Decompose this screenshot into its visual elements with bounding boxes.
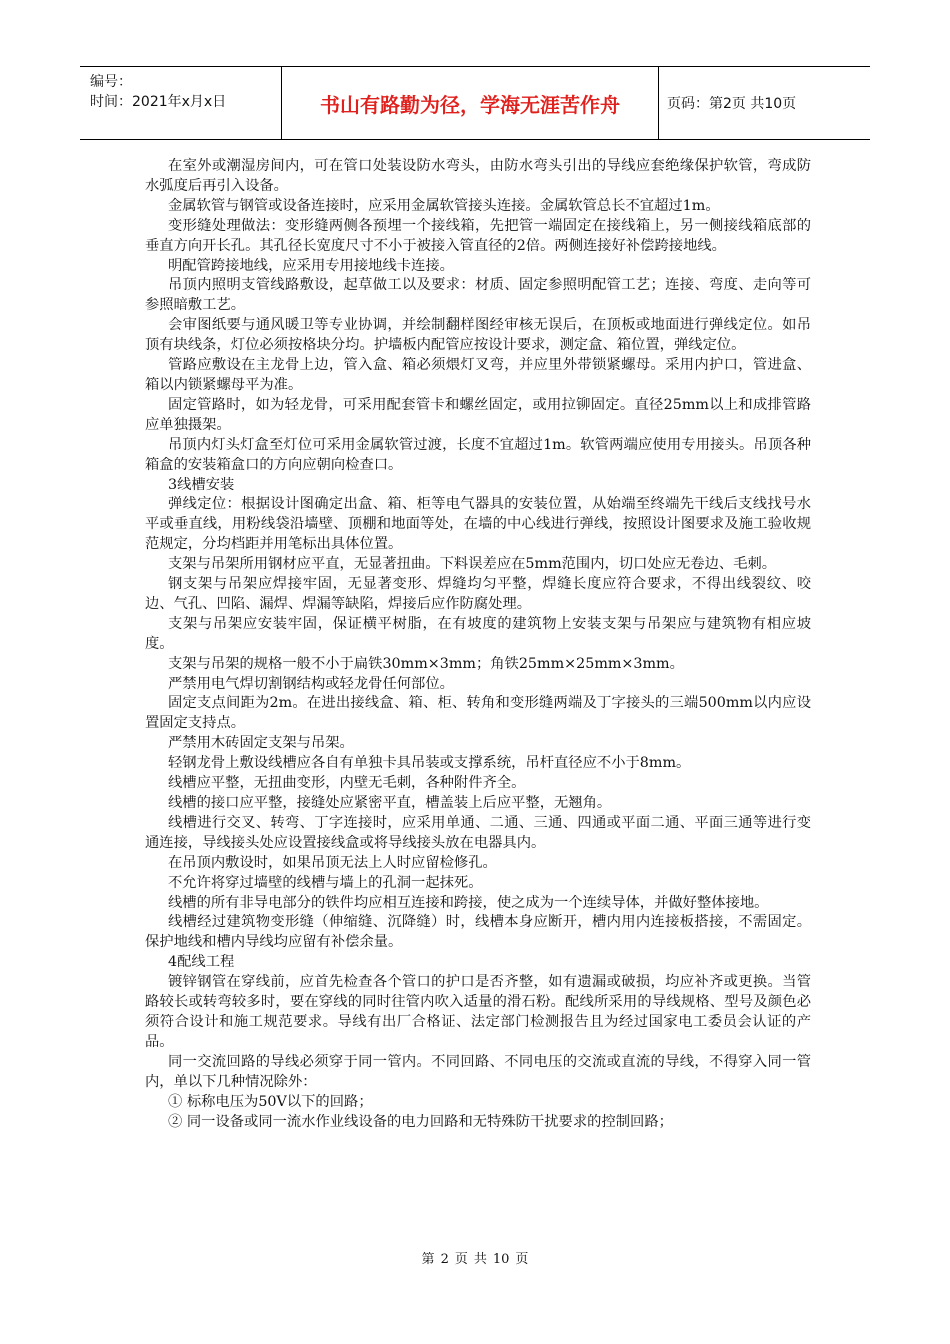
paragraph: 支架与吊架应安装牢固，保证横平树脂，在有坡度的建筑物上安装支架与吊架应与建筑物有相应坡度。 [145,615,811,652]
paragraph: 会审图纸要与通风暖卫等专业协调，并绘制翻样图经审核无误后，在顶板或地面进行弹线定位。如吊顶有块线条，灯位必须按格块分均。护墙板内配管应按设计要求，测定盒、箱位置，弹线定位。 [145,317,811,354]
paragraph: 金属软管与钢管或设备连接时，应采用金属软管接头连接。金属软管总长不宜超过1m。 [168,197,720,214]
paragraph: 支架与吊架所用钢材应平直，无显著扭曲。下料误差应在5mm范围内，切口处应无卷边、毛刺。 [168,556,777,573]
paragraph: 3线槽安装 [168,476,235,493]
paragraph: 固定管路时，如为轻龙骨，可采用配套管卡和螺丝固定，或用拉铆固定。直径25mm以上和成排管路应单独摄架。 [145,396,811,433]
paragraph: 线槽进行交叉、转弯、丁字连接时，应采用单通、二通、三通、四通或平面二通、平面三通等进行变通连接，导线接头处应设置接线盒或将导线接头放在电器具内。 [145,814,811,851]
paragraph: 不允许将穿过墙壁的线槽与墙上的孔洞一起抹死。 [168,874,483,891]
paragraph: 钢支架与吊架应焊接牢固，无显著变形、焊缝均匀平整，焊缝长度应符合要求，不得出线裂纹、咬边、气孔、凹陷、漏焊、焊漏等缺陷，焊接后应作防腐处理。 [145,576,811,612]
paragraph: 严禁用电气焊切割钢结构或轻龙骨任何部位。 [168,675,454,692]
paragraph: 镀锌钢管在穿线前，应首先检查各个管口的护口是否齐整，如有遗漏或破损，均应补齐或更换。当管路较长或转弯较多时，要在穿线的同时往管内吹入适量的滑石粉。配线所采用的导线规格、型号及颜色必须符合设计和施工规范要求。导线有出厂合格证、法定部门检测报告且为经过国家电工委员会认证的产品。 [145,974,811,1050]
footer-total-pages: 10 [492,1252,510,1267]
header-page-info: 页码：第2页 共10页 [667,96,797,112]
paragraph: 支架与吊架的规格一般不小于扁铁30mm×3mm；角铁25mm×25mm×3mm。 [168,655,684,672]
header-motto: 书山有路勤为径，学海无涯苦作舟 [282,67,659,139]
paragraph: 吊顶内照明支管线路敷设，起草做工以及要求：材质、固定参照明配管工艺；连接、弯度、走向等可参照暗敷工艺。 [145,277,811,314]
paragraph: 明配管跨接地线，应采用专用接地线卡连接。 [168,257,454,274]
paragraph: 4配线工程 [168,954,235,971]
paragraph: 线槽经过建筑物变形缝（伸缩缝、沉降缝）时，线槽本身应断开，槽内用内连接板搭接，不需固定。保护地线和槽内导线均应留有补偿余量。 [145,914,811,951]
page-footer [0,1248,950,1267]
paragraph: 严禁用木砖固定支架与吊架。 [168,735,354,752]
header-meta [80,67,282,139]
page-header [80,66,870,140]
paragraph: 吊顶内灯头灯盒至灯位可采用金属软管过渡，长度不宜超过1m。软管两端应使用专用接头。吊顶各种箱盒的安装箱盒口的方向应朝向检查口。 [145,436,811,473]
paragraph: 同一交流回路的导线必须穿于同一管内。不同回路、不同电压的交流或直流的导线，不得穿入同一管内，单以下几种情况除外： [145,1053,811,1090]
paragraph: 弹线定位：根据设计图确定出盒、箱、柜等电气器具的安装位置，从始端至终端先干线后支线找号水平或垂直线，用粉线袋沿墙壁、顶棚和地面等处，在墙的中心线进行弹线，按照设计图要求及施工验收规范规定，分均档距并用笔标出具体位置。 [145,496,811,553]
paragraph: 在吊顶内敷设时，如果吊顶无法上人时应留检修孔。 [168,854,497,871]
paragraph: 固定支点间距为2m。在进出接线盒、箱、柜、转角和变形缝两端及丁字接头的三端500mm以内应设置固定支持点。 [145,695,811,732]
paragraph: 线槽应平整，无扭曲变形，内壁无毛刺，各种附件齐全。 [168,775,526,792]
paragraph: ① 标称电压为50V以下的回路； [168,1093,373,1110]
footer-di: 第 [421,1252,435,1267]
footer-page-number: 2 [440,1252,449,1267]
paragraph: 管路应敷设在主龙骨上边，管入盒、箱必须煨灯叉弯，并应里外带锁紧螺母。采用内护口，管进盒、箱以内锁紧螺母平为准。 [145,357,811,393]
time-label: 时间：2021年x月x日 [90,94,227,110]
document-body [145,157,811,1132]
paragraph: 变形缝处理做法：变形缝两侧各预埋一个接线箱，先把管一端固定在接线箱上，另一侧接线箱底部的垂直方向开长孔。其孔径长宽度尺寸不小于被接入管直径的2倍。两侧连接好补偿跨接地线。 [145,217,811,254]
paragraph: 轻钢龙骨上敷设线槽应各自有单独卡具吊装或支撑系统，吊杆直径应不小于8mm。 [168,755,691,772]
paragraph: 在室外或潮湿房间内，可在管口处装设防水弯头，由防水弯头引出的导线应套绝缘保护软管，弯成防水弧度后再引入设备。 [145,158,811,194]
number-label: 编号： [90,74,132,90]
paragraph: ② 同一设备或同一流水作业线设备的电力回路和无特殊防干扰要求的控制回路； [168,1113,673,1130]
footer-gong: 共 [473,1252,487,1267]
footer-ye: 页 [454,1252,468,1267]
paragraph: 线槽的所有非导电部分的铁件均应相互连接和跨接，使之成为一个连续导体，并做好整体接地。 [168,894,769,911]
footer-ye-2: 页 [515,1252,529,1267]
paragraph: 线槽的接口应平整，接缝处应紧密平直，槽盖装上后应平整，无翘角。 [168,795,612,811]
